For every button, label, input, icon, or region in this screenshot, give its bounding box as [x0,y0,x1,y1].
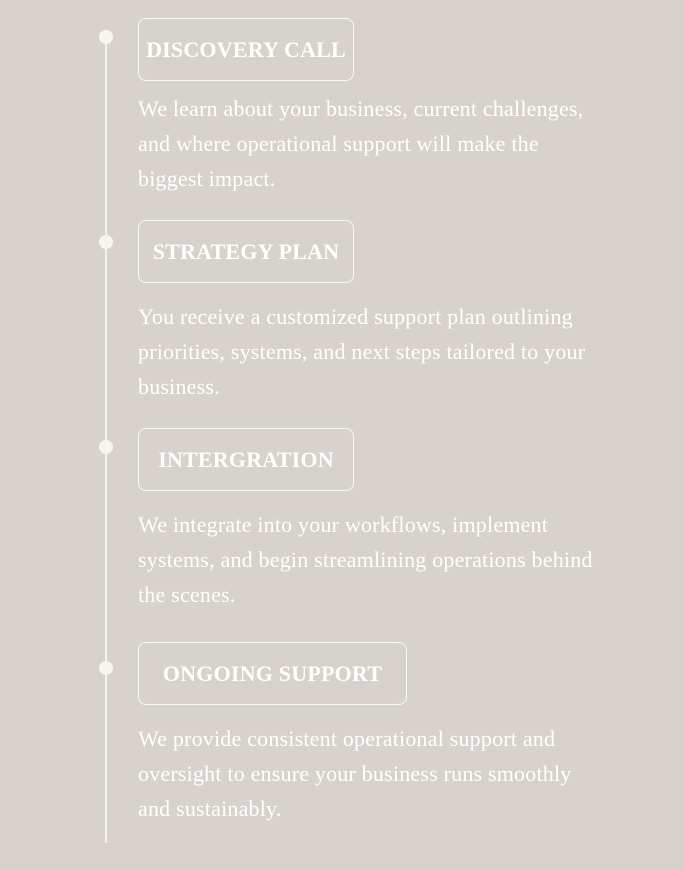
timeline-dot [99,235,113,249]
step-title-strategy-plan: STRATEGY PLAN [138,220,354,283]
timeline-dot [99,30,113,44]
step-description-discovery-call: We learn about your business, current challenges, and where operational support will make the biggest impact. [138,96,584,191]
step-title-ongoing-support: ONGOING SUPPORT [138,642,407,705]
step-description-ongoing-support: We provide consistent operational support and oversight to ensure your business runs smoothly and sustainably. [138,726,572,821]
timeline-dot [99,440,113,454]
step-description-integration: We integrate into your workflows, implement systems, and begin streamlining operations behind the scenes. [138,512,593,607]
timeline-dot [99,661,113,675]
step-description-strategy-plan: You receive a customized support plan outlining priorities, systems, and next steps tailored to your business. [138,304,586,399]
step-title-discovery-call: DISCOVERY CALL [138,18,354,81]
step-title-integration: INTERGRATION [138,428,354,491]
